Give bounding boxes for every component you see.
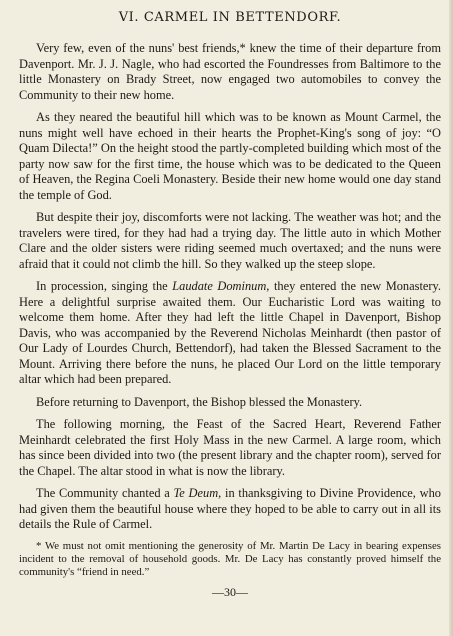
italic-phrase: Laudate Dominum — [172, 279, 267, 293]
paragraph — [19, 417, 441, 479]
chapter-heading: VI. CARMEL IN BETTENDORF. — [118, 10, 342, 25]
text-run: The Community chanted a — [36, 486, 174, 500]
footnote: * We must not omit mentioning the generosity of Mr. Martin De Lacy in bearing expenses incident to the removal of household goods. Mr. De Lacy has constantly proved himself the community's “friend in need.” — [19, 539, 441, 578]
text-run: , they entered the new Monastery. Here a delightful surprise awaited them. Our Eucharistic Lord was waiting to welcome them home. After they had left the little Chapel in Davenport, Bishop Davis, who was accompanied by the Reverend Nicholas Meinhardt (then pastor of Our Lady of Lourdes Church, Bettendorf), had taken the Blessed Sacrament to the Mount. Arriving there before the nuns, he placed Our Lord on the little temporary altar which had been prepared. — [19, 279, 441, 386]
text-run: , in thanksgiving to Divine Providence, who had given them the beautiful house where they hoped to be able to carry out in all its details the Rule of Carmel. — [19, 486, 442, 531]
page-number: —30— — [212, 584, 248, 599]
page-edge — [449, 0, 453, 636]
paragraph — [19, 210, 441, 272]
paragraph — [19, 279, 441, 388]
text-run: Before returning to Davenport, the Bishop blessed the Monastery. — [36, 394, 363, 409]
text-run: The following morning, the Feast of the Sacred Heart, Reverend Father Meinhardt celebrated the first Holy Mass in the new Carmel. A large room, which has since been divided into two (the present library and the chapter room), served for the Chapel. The altar stood in what is now the library. — [19, 417, 441, 478]
text-run: But despite their joy, discomforts were not lacking. The weather was hot; and the travelers were tired, for they had had a trying day. The little auto in which Mother Clare and the older sisters were riding seemed much overtaxed; and the nuns were afraid that it could not climb the hill. So they walked up the steep slope. — [19, 210, 441, 271]
italic-phrase: Te Deum — [173, 486, 219, 500]
text-run: As they neared the beautiful hill which was to be known as Mount Carmel, the nuns might well have echoed in their hearts the Prophet-King's song of joy: “O Quam Dilecta!” On the height stood the partly-completed building which most of the party now saw for the first time, the house which was to be dedicated to the Queen of Heaven, the Regina Coeli Monastery. Beside their new home would one day stand the temple of God. — [19, 110, 441, 202]
paragraph — [19, 110, 441, 203]
paragraph — [19, 486, 441, 533]
body-text — [19, 41, 441, 533]
paragraph — [19, 395, 441, 411]
paragraph — [19, 41, 441, 103]
text-run: Very few, even of the nuns' best friends,* knew the time of their departure from Davenport. Mr. J. J. Nagle, who had escorted the Foundresses from Baltimore to the little Monastery on Brady Street, now engaged two automobiles to convey the Community to their new home. — [19, 41, 441, 102]
text-run: In procession, singing the — [36, 279, 173, 293]
